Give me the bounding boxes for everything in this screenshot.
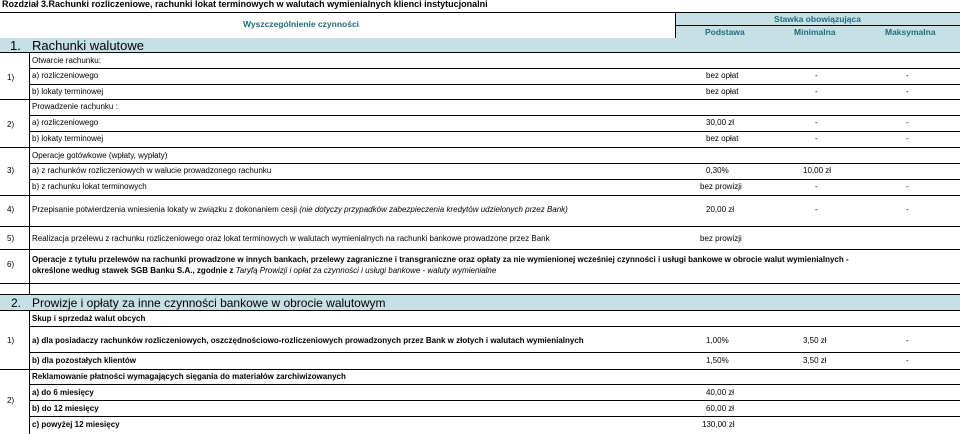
row-max: -	[906, 118, 909, 127]
divider	[29, 115, 960, 116]
item4-base: 20,00 zł	[706, 205, 735, 214]
group-heading: Prowadzenie rachunku :	[32, 102, 118, 111]
row-max: -	[906, 71, 909, 80]
item6-line2-main: określone według stawek SGB Banku S.A., zgodnie z	[32, 266, 234, 275]
row-label: b) lokaty terminowej	[32, 87, 104, 96]
group-heading: Reklamowanie płatności wymagających sięgania do materiałów zarchiwizowanych	[32, 372, 346, 381]
divider	[0, 226, 960, 227]
group-number: 2)	[7, 120, 15, 129]
divider	[0, 195, 960, 196]
group-number: 3)	[7, 166, 15, 175]
row-label: a) z rachunków rozliczeniowych w walucie prowadzonego rachunku	[32, 166, 272, 175]
row-base: 30,00 zł	[706, 118, 735, 127]
group-number: 1)	[7, 73, 15, 82]
number-column-border	[29, 52, 30, 434]
section1-title: Rachunki walutowe	[32, 38, 145, 53]
group-heading: Operacje gotówkowe (wpłaty, wypłaty)	[32, 151, 168, 160]
row-label: b) dla pozostałych klientów	[32, 356, 137, 365]
divider	[29, 68, 960, 69]
divider	[29, 326, 960, 327]
row-min: 10,00 zł	[803, 166, 832, 175]
row-base: 1,50%	[706, 356, 729, 365]
section1-number: 1.	[10, 38, 21, 53]
item4-text-main: Przepisanie potwierdzenia wniesienia lokaty w związku z dokonaniem cesji	[32, 205, 298, 214]
header-rate-divider	[675, 25, 960, 26]
item4-text-note: (nie dotyczy przypadków zabezpieczenia kredytów udzielonych przez Bank)	[299, 205, 568, 214]
page-title: Rozdział 3.Rachunki rozliczeniowe, rachunki lokat terminowych w walutach wymienialnych klienci instytucjonalni	[2, 0, 488, 9]
item-number: 6)	[7, 260, 15, 269]
divider	[0, 283, 960, 284]
divider	[29, 179, 960, 180]
row-label: c) powyżej 12 miesięcy	[32, 420, 120, 429]
divider	[0, 147, 960, 148]
group-number: 1)	[7, 336, 15, 345]
header-max: Maksymalna	[885, 27, 936, 37]
row-min: -	[815, 182, 818, 191]
row-min: 3,50 zł	[803, 336, 827, 345]
divider	[0, 369, 960, 370]
row-max: -	[906, 336, 909, 345]
header-rate: Stawka obowiązująca	[774, 14, 861, 24]
row-base: bez opłat	[706, 134, 739, 143]
row-min: -	[815, 118, 818, 127]
item5-text: Realizacja przelewu z rachunku rozliczeniowego oraz lokat terminowych w walutach wymienialnych na rachunki bankowe prowadzone przez Bank	[32, 234, 550, 243]
divider	[29, 163, 960, 164]
row-max: -	[906, 182, 909, 191]
divider	[0, 310, 960, 311]
row-min: -	[815, 134, 818, 143]
row-max: -	[906, 87, 909, 96]
row-base: 60,00 zł	[706, 404, 735, 413]
row-base: 130,00 zł	[702, 420, 735, 429]
divider	[0, 99, 960, 100]
item6-line1: Operacje z tytułu przelewów na rachunki prowadzone w innych bankach, przelewy zagraniczne i transgraniczne oraz opłaty za nie wymienionej wcześniej czynności i usługi bankowe w obrocie walut wymienialnych -	[32, 255, 849, 264]
row-label: a) do 6 miesięcy	[32, 388, 94, 397]
header-description: Wyszczególnienie czynności	[243, 19, 360, 29]
item6-line2-ref: Taryfą Prowizji i opłat za czynności i usługi bankowe - waluty wymienialne	[235, 266, 497, 275]
item4-text	[32, 205, 568, 214]
divider	[0, 249, 960, 250]
row-label: a) rozliczeniowego	[32, 71, 99, 80]
rate-header-left-border	[675, 13, 676, 38]
row-label: b) lokaty terminowej	[32, 134, 104, 143]
section2-title: Prowizje i opłaty za inne czynności bankowe w obrocie walutowym	[32, 296, 386, 310]
row-base: 40,00 zł	[706, 388, 735, 397]
divider	[29, 416, 960, 417]
item4-min: -	[815, 205, 818, 214]
row-label: b) z rachunku lokat terminowych	[32, 182, 147, 191]
row-base: 1,00%	[706, 336, 729, 345]
row-min: 3,50 zł	[803, 356, 827, 365]
item4-max: -	[906, 205, 909, 214]
divider	[29, 352, 960, 353]
divider	[29, 84, 960, 85]
row-min: -	[815, 87, 818, 96]
divider	[0, 52, 960, 53]
header-base: Podstawa	[705, 27, 745, 37]
divider	[29, 384, 960, 385]
row-base: bez opłat	[706, 71, 739, 80]
row-max: -	[906, 356, 909, 365]
header-min: Minimalna	[794, 27, 836, 37]
item-number: 5)	[7, 234, 15, 243]
group-heading: Skup i sprzedaż walut obcych	[32, 314, 146, 323]
item-number: 4)	[7, 205, 15, 214]
row-label: b) do 12 miesięcy	[32, 404, 99, 413]
row-min: -	[815, 71, 818, 80]
group-heading: Otwarcie rachunku:	[32, 56, 101, 65]
row-base: 0,30%	[706, 166, 729, 175]
divider	[29, 400, 960, 401]
row-base: bez opłat	[706, 87, 739, 96]
divider	[29, 131, 960, 132]
section2-number: 2.	[11, 296, 22, 310]
row-label: a) dla posiadaczy rachunków rozliczeniowych, oszczędnościowo-rozliczeniowych prowadzonych przez Bank w złotych i walutach wymienialnych	[32, 336, 584, 345]
item5-base: bez prowizji	[700, 234, 742, 243]
item6-line2	[32, 266, 496, 275]
row-label: a) rozliczeniowego	[32, 118, 99, 127]
row-base: bez prowizji	[700, 182, 742, 191]
group-number: 2)	[7, 396, 15, 405]
row-max: -	[906, 134, 909, 143]
